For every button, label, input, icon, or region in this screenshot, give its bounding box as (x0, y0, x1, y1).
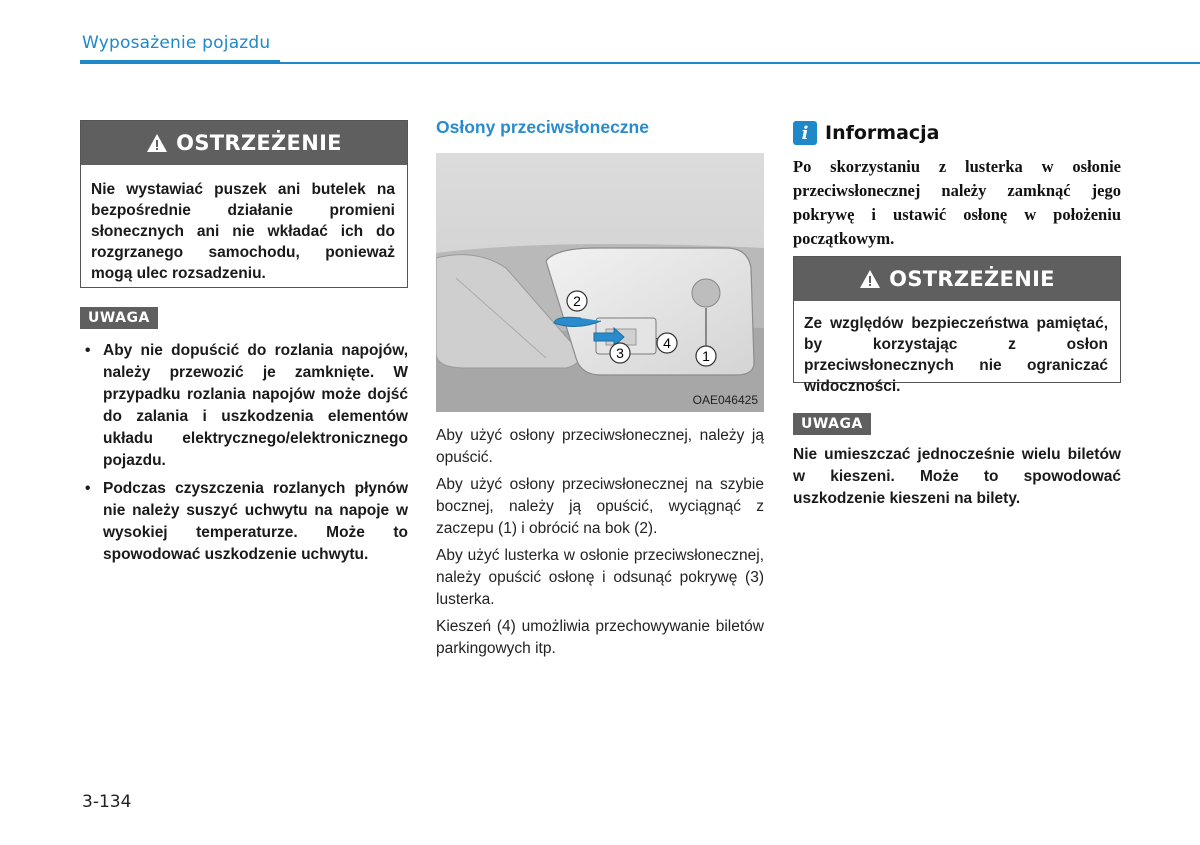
info-icon: i (793, 121, 817, 145)
warning-triangle-icon (859, 269, 881, 289)
bullet-text: Podczas czyszczenia rozlanych płynów nie należy suszyć uchwytu na napoje w wysokiej temperaturze. Może to spowodować uszkodzenie uchwytu. (103, 480, 408, 563)
warning-header (81, 121, 407, 165)
caution-bullet-list (80, 340, 408, 572)
body-text (436, 425, 764, 665)
list-item: • Podczas czyszczenia rozlanych płynów nie należy suszyć uchwytu na napoje w wysokiej temperaturze. Może to spowodować uszkodzenie uchwytu. (85, 480, 408, 563)
info-header (793, 121, 940, 145)
header-rule-line (280, 62, 1200, 64)
paragraph: Aby użyć osłony przeciwsłonecznej na szybie bocznej, należy ją opuścić, wyciągnąć z zaczepu (1) i obrócić na bok (2). (436, 476, 764, 537)
sun-visor-illustration (436, 153, 764, 412)
header-rule (80, 60, 280, 64)
svg-text:4: 4 (663, 335, 671, 351)
paragraph: Aby użyć osłony przeciwsłonecznej, należy ją opuścić. (436, 427, 764, 466)
svg-text:1: 1 (702, 348, 710, 364)
warning-text: Nie wystawiać puszek ani butelek na bezpośrednie działanie promieni słonecznych ani nie wkładać ich do rozgrzanego samochodu, ponieważ mogą ulec rozsadzeniu. (91, 181, 395, 282)
caution-badge-left: UWAGA (80, 307, 158, 329)
bullet-text: Aby nie dopuścić do rozlania napojów, należy przewozić je zamknięte. W przypadku rozlania napojów może dojść do zalania i uszkodzenia elementów układu elektrycznego/elektronicznego pojazdu. (103, 342, 408, 469)
warning-text: Ze względów bezpieczeństwa pamiętać, by korzystając z osłon przeciwsłonecznych nie ograniczać widoczności. (804, 315, 1108, 395)
callout-1 (696, 346, 716, 366)
svg-text:2: 2 (573, 293, 581, 309)
info-title: Informacja (825, 122, 940, 144)
info-text: Po skorzystaniu z lusterka w osłonie przeciwsłonecznej należy zamknąć jego pokrywę i ustawić osłonę w położeniu początkowym. (793, 157, 1121, 248)
warning-box-left (80, 120, 408, 288)
warning-header (794, 257, 1120, 301)
caution-badge-right: UWAGA (793, 413, 871, 435)
callout-2 (567, 291, 587, 311)
warning-triangle-icon (146, 133, 168, 153)
figure-code: OAE046425 (692, 393, 758, 407)
page-number: 3-134 (82, 792, 132, 812)
section-title: Wyposażenie pojazdu (82, 33, 271, 53)
svg-text:3: 3 (616, 345, 624, 361)
list-item: • Aby nie dopuścić do rozlania napojów, należy przewozić je zamknięte. W przypadku rozlania napojów może dojść do zalania i uszkodzenia elementów układu elektrycznego/elektronicznego pojazdu. (85, 342, 408, 469)
callout-3 (610, 343, 630, 363)
paragraph: Kieszeń (4) umożliwia przechowywanie biletów parkingowych itp. (436, 618, 764, 657)
section-heading: Osłony przeciwsłoneczne (436, 117, 649, 137)
callout-4 (657, 333, 677, 353)
caution-text: Nie umieszczać jednocześnie wielu biletów w kieszeni. Może to spowodować uszkodzenie kieszeni na bilety. (793, 446, 1121, 507)
warning-label: OSTRZEŻENIE (176, 131, 342, 155)
warning-box-right (793, 256, 1121, 395)
sun-visor-figure (436, 153, 764, 412)
paragraph: Aby użyć lusterka w osłonie przeciwsłonecznej, należy opuścić osłonę i odsunąć pokrywę (3) lusterka. (436, 547, 764, 608)
warning-label: OSTRZEŻENIE (889, 267, 1055, 291)
